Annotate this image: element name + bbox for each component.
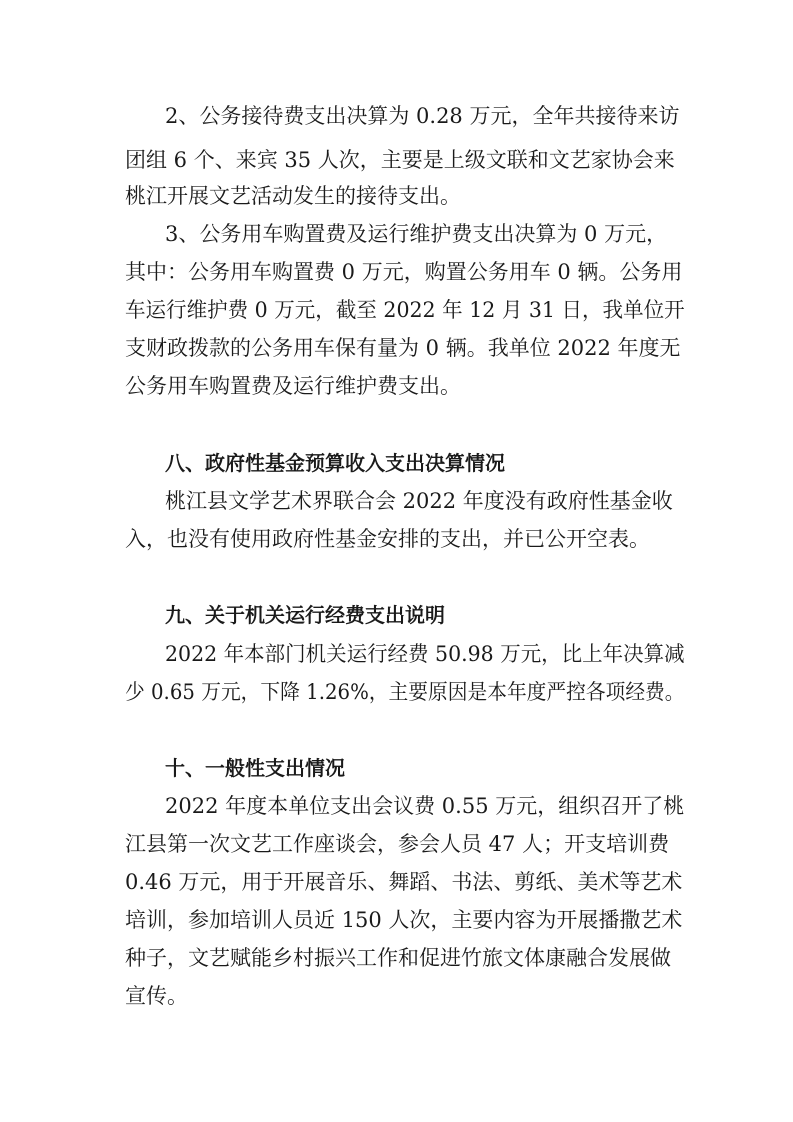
section-10-line-5: 种子，文艺赋能乡村振兴工作和促进竹旅文体康融合发展做	[125, 946, 671, 970]
paragraph-3-line-5: 公务用车购置费及运行维护费支出。	[125, 374, 461, 398]
section-10-line-3: 0.46 万元，用于开展音乐、舞蹈、书法、剪纸、美术等艺术	[125, 870, 683, 894]
section-10-line-6: 宣传。	[125, 984, 188, 1008]
section-10-line-2: 江县第一次文艺工作座谈会，参会人员 47 人；开支培训费	[125, 832, 670, 856]
paragraph-2-line-3: 桃江开展文艺活动发生的接待支出。	[125, 184, 461, 208]
section-9-heading: 九、关于机关运行经费支出说明	[165, 603, 445, 627]
section-10-line-1: 2022 年度本单位支出会议费 0.55 万元，组织召开了桃	[165, 794, 685, 818]
section-9-line-2: 少 0.65 万元，下降 1.26%，主要原因是本年度严控各项经费。	[125, 680, 685, 704]
paragraph-3-line-3: 车运行维护费 0 万元，截至 2022 年 12 月 31 日，我单位开	[125, 298, 685, 322]
section-8-line-1: 桃江县文学艺术界联合会 2022 年度没有政府性基金收	[165, 489, 673, 513]
section-9-line-1: 2022 年本部门机关运行经费 50.98 万元，比上年决算减	[165, 642, 685, 666]
section-8-heading: 八、政府性基金预算收入支出决算情况	[165, 451, 505, 475]
paragraph-3-line-2: 其中：公务用车购置费 0 万元，购置公务用车 0 辆。公务用	[125, 260, 683, 284]
section-10-line-4: 培训，参加培训人员近 150 人次，主要内容为开展播撒艺术	[125, 908, 683, 932]
paragraph-2-line-1: 2、公务接待费支出决算为 0.28 万元，全年共接待来访	[165, 104, 680, 128]
paragraph-3-line-4: 支财政拨款的公务用车保有量为 0 辆。我单位 2022 年度无	[125, 336, 681, 360]
paragraph-3-line-1: 3、公务用车购置费及运行维护费支出决算为 0 万元，	[165, 222, 668, 246]
paragraph-2-line-2: 团组 6 个、来宾 35 人次，主要是上级文联和文艺家协会来	[125, 148, 675, 172]
section-8-line-2: 入，也没有使用政府性基金安排的支出，并已公开空表。	[125, 527, 650, 551]
section-10-heading: 十、一般性支出情况	[165, 756, 345, 780]
